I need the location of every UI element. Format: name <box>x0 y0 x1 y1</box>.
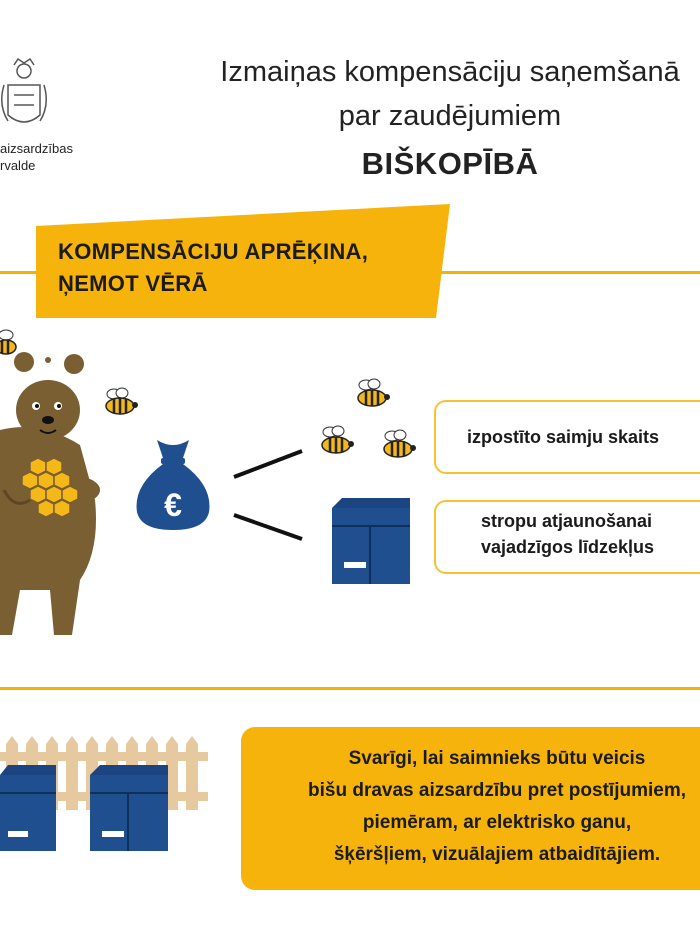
divider-line <box>0 271 40 274</box>
beehive-icon <box>0 763 58 853</box>
beehive-icon <box>88 763 170 853</box>
connector-lines <box>230 445 310 545</box>
bear-icon <box>0 350 105 640</box>
factor-colonies-label: izpostīto saimju skaits <box>467 427 660 447</box>
bee-icon <box>316 424 356 460</box>
bee-icon <box>0 325 22 359</box>
euro-symbol: € <box>164 487 182 523</box>
beehive-icon <box>330 496 412 586</box>
banner-heading: KOMPENSĀCIJU APRĒĶINA, ŅEMOT VĒRĀ <box>58 239 369 296</box>
page-title-line3: BIŠKOPĪBĀ <box>361 146 539 181</box>
coat-of-arms-icon <box>0 55 50 135</box>
bee-icon <box>100 386 140 420</box>
page-title-line2: par zaudējumiem <box>338 100 562 132</box>
bee-icon <box>378 428 418 464</box>
divider-line <box>438 271 700 274</box>
logo-text: aizsardzības rvalde <box>0 141 73 173</box>
divider-line <box>0 687 700 690</box>
page-title-line1: Izmaiņas kompensāciju saņemšanā <box>220 56 680 88</box>
note-text: Svarīgi, lai saimnieks būtu veicis bišu dravas aizsardzību pret postījumiem, piemēram, ar elektrisko ganu, šķēršļiem, vizuālajiem atbaidītājiem. <box>308 748 686 865</box>
bee-icon <box>352 377 392 413</box>
factor-hives-label: stropu atjaunošanai vajadzīgos līdzekļus <box>481 511 655 557</box>
